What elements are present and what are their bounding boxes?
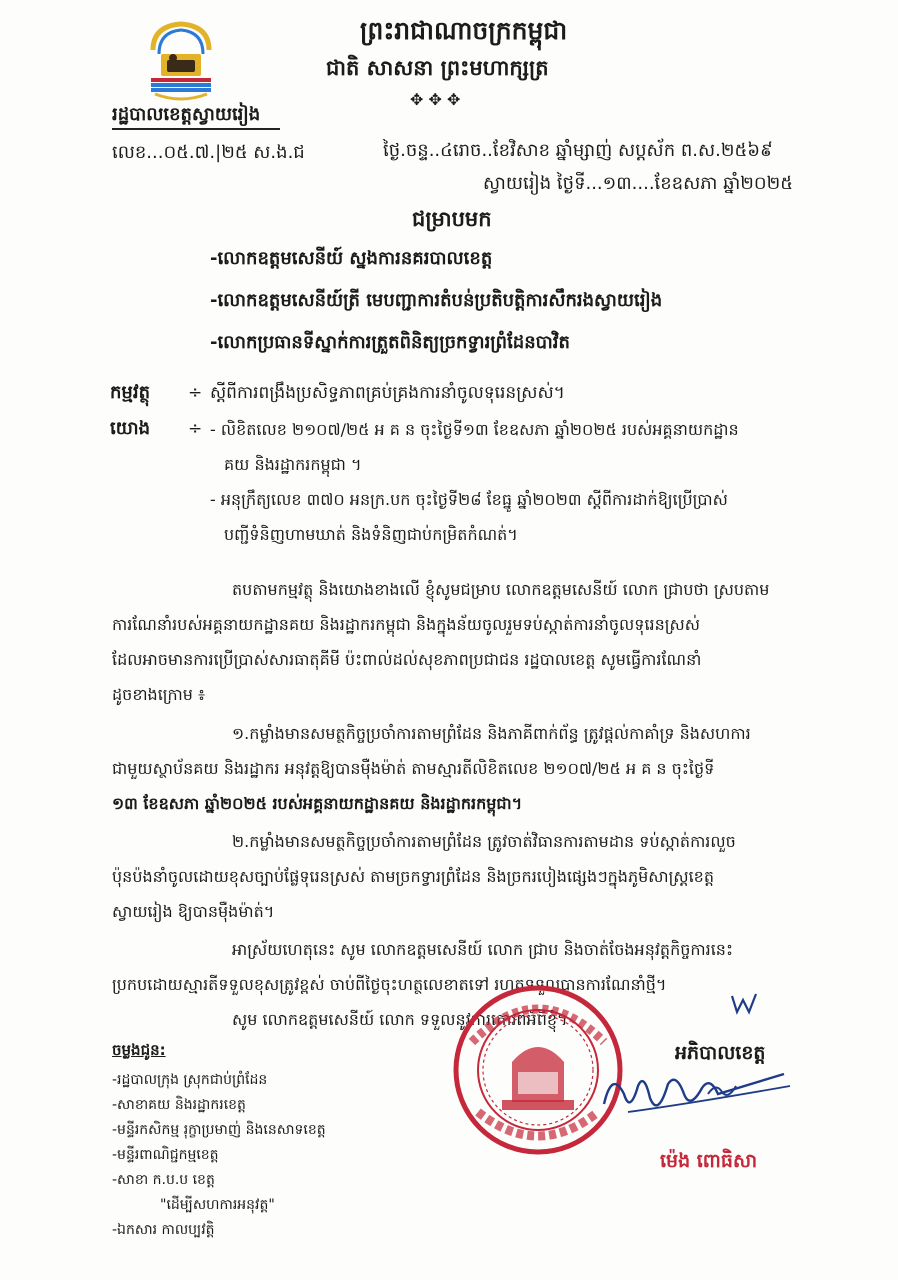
office-underline (112, 128, 280, 130)
paragraph-line: ២.កម្លាំងមានសមត្ថកិច្ចប្រចាំការតាមព្រំដែន ត្រូវចាត់វិធានការតាមដាន ទប់ស្កាត់ការលួច (232, 832, 736, 851)
solar-date: ស្វាយរៀង ថ្ងៃទី...១៣....ខែឧសភា ឆ្នាំ២០២៥ (483, 173, 793, 194)
reference-line: - លិខិតលេខ ២១០៧/២៥ អ គ ន ចុះថ្ងៃទី១៣ ខែឧសភា ឆ្នាំ២០២៥ របស់អគ្គនាយកដ្ឋាន (210, 420, 739, 439)
reference-separator: ÷ (188, 419, 203, 439)
reference-line: - អនុក្រឹត្យលេខ ៣៧០ អនក្រ.បក ចុះថ្ងៃទី២៨ ខែធ្នូ ឆ្នាំ២០២៣ ស្តីពីការដាក់ឱ្យប្រើប្រាស់ (210, 490, 728, 509)
cc-item: -រដ្ឋបាលក្រុង ស្រុកជាប់ព្រំដែន (112, 1072, 268, 1088)
paragraph-line: ស្វាយរៀង ឱ្យបានម៉ឺងម៉ាត់។ (112, 902, 275, 921)
cc-item: -សាខាគយ និងរដ្ឋាករខេត្ត (112, 1097, 246, 1113)
cc-item: -មន្ទីរកសិកម្ម រុក្ខាប្រមាញ់ និងនេសាទខេត្ត (112, 1122, 326, 1138)
paragraph-line: សូម លោកឧត្តមសេនីយ៍ លោក ទទួលនូវការគោរពអំពីខ្ញុំ។ (232, 1010, 568, 1029)
subject-label: កម្មវត្ថុ (110, 382, 150, 403)
recipient: -លោកឧត្តមសេនីយ៍ត្រី មេបញ្ជាការតំបន់ប្រតិបត្តិការសឹករងស្វាយរៀង (210, 290, 663, 311)
paragraph-line: ការណែនាំរបស់អគ្គនាយកដ្ឋានគយ និងរដ្ឋាករកម្ពុជា និងក្នុងន័យចូលរួមទប់ស្កាត់ការនាំចូលទុរេនស្រស់ (112, 615, 700, 634)
paragraph-line: អាស្រ័យហេតុនេះ សូម លោកឧត្តមសេនីយ៍ លោក ជ្រាប និងចាត់ចែងអនុវត្តកិច្ចការនេះ (232, 940, 733, 959)
signatory-name: ម៉េង ពោធិសា (660, 1150, 758, 1172)
reference-line: បញ្ជីទំនិញហាមឃាត់ និងទំនិញជាប់កម្រិតកំណត់។ (224, 525, 518, 544)
cc-note: "ដើម្បីសហការអនុវត្ត" (160, 1197, 275, 1213)
paragraph-line: ដូចខាងក្រោម ៖ (112, 685, 206, 704)
lunar-date: ថ្ងៃ.ចន្ទ..៤រោច..ខែវិសាខ ឆ្នាំម្សាញ់ សប្តស័ក ព.ស.២៥៦៩ (383, 140, 773, 161)
handwritten-mark-icon (729, 990, 759, 1016)
reference-line: គយ និងរដ្ឋាករកម្ពុជា ។ (224, 455, 362, 474)
paragraph-line: ១៣ ខែឧសភា ឆ្នាំ២០២៥ របស់អគ្គនាយកដ្ឋានគយ និងរដ្ឋាករកម្ពុជា។ (112, 794, 523, 813)
cc-item: -សាខា ក.ប.ប ខេត្ត (112, 1172, 215, 1188)
paragraph-line: ១.កម្លាំងមានសមត្ថកិច្ចប្រចាំការតាមព្រំដែន និងភាគីពាក់ព័ន្ធ ត្រូវផ្តល់កាគាំទ្រ និងសហការ (232, 724, 751, 743)
cc-item: -មន្ទីរពាណិជ្ជកម្មខេត្ត (112, 1147, 219, 1163)
kingdom-title: ព្រះរាជាណាចក្រកម្ពុជា (360, 16, 568, 45)
paragraph-line: ដែលអាចមានការប្រើប្រាស់សារធាតុគីមី ប៉ះពាល់ដល់សុខភាពប្រជាជន រដ្ឋបាលខេត្ត សូមធ្វើការណែនាំ (112, 650, 702, 669)
cc-item: -ឯកសារ កាលប្បវត្តិ (112, 1222, 215, 1238)
to-heading: ជម្រាបមក (412, 207, 492, 231)
national-motto: ជាតិ សាសនា ព្រះមហាក្សត្រ (326, 56, 549, 80)
header-ornament: ✥ ✥ ✥ (410, 90, 461, 109)
signature-icon (598, 1064, 798, 1122)
reference-label: យោង (110, 418, 150, 439)
letter-reference-number: លេខ...០៥.៧.|២៥ ស.ង.ជ (112, 142, 305, 163)
recipient: -លោកឧត្តមសេនីយ៍ ស្នងការនគរបាលខេត្ត (210, 248, 493, 269)
paragraph-line: ប៉ុនប៉ងនាំចូលដោយខុសច្បាប់ផ្លែទុរេនស្រស់ តាមច្រកទ្វារព្រំដែន និងច្រករបៀងផ្សេងៗក្នុងភូមិសាស្ត្រខេត្ត (112, 867, 714, 886)
signatory-title: អភិបាលខេត្ត (675, 1042, 766, 1064)
paragraph-line: ជាមួយស្ថាប័នគយ និងរដ្ឋាករ អនុវត្តឱ្យបានម៉ឺងម៉ាត់ តាមស្មារតីលិខិតលេខ ២១០៧/២៥ អ គ ន ចុះថ្ងៃទី (112, 759, 715, 778)
paragraph-line: តបតាមកម្មវត្ថុ និងយោងខាងលើ ខ្ញុំសូមជម្រាប លោកឧត្តមសេនីយ៍ លោក ជ្រាបថា ស្របតាម (232, 580, 770, 599)
subject-separator: ÷ (188, 383, 203, 403)
cc-heading: ចម្លងជូន: (112, 1041, 166, 1059)
issuing-office: រដ្ឋបាលខេត្តស្វាយរៀង (112, 104, 261, 125)
paragraph-line: ប្រកបដោយស្មារតីទទួលខុសត្រូវខ្ពស់ ចាប់ពីថ្ងៃចុះហត្ថលេខាតទៅ រហូតទទួលបានការណែនាំថ្មី។ (112, 975, 667, 994)
recipient: -លោកប្រធានទីស្នាក់ការត្រួតពិនិត្យច្រកទ្វារព្រំដែនបាវិត (210, 332, 570, 353)
subject-text: ស្តីពីការពង្រឹងប្រសិទ្ធភាពគ្រប់គ្រងការនាំចូលទុរេនស្រស់។ (210, 383, 565, 403)
emblem-logo-icon (145, 20, 217, 102)
